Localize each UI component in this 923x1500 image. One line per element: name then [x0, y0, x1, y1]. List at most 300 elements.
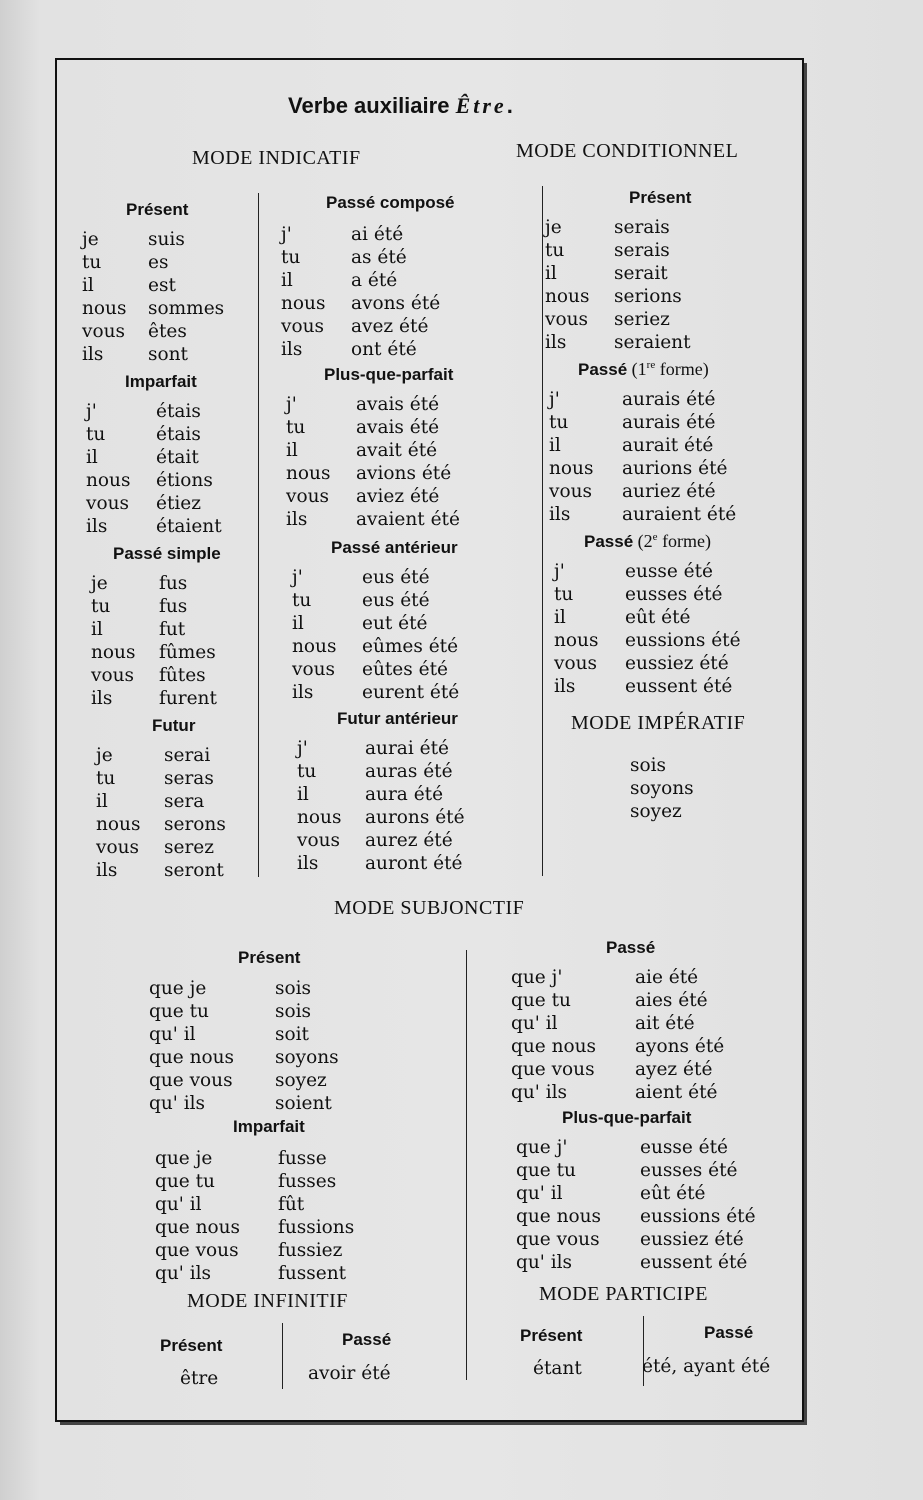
pronoun: que j' [511, 967, 563, 988]
pronoun: tu [545, 240, 565, 261]
pronoun: il [297, 784, 309, 805]
verb-form: eurent été [362, 682, 460, 703]
conjugation-row [91, 664, 217, 687]
conjugation-row [545, 216, 691, 239]
pronoun: ils [281, 339, 303, 360]
conjugation-row [292, 681, 459, 704]
indicatif-plus-que-parfait-conjugation [286, 393, 460, 531]
pronoun: qu' il [511, 1013, 558, 1034]
conjugation-row [281, 292, 440, 315]
verb-form: aurons été [365, 807, 465, 828]
verb-form: eusse été [640, 1137, 729, 1158]
conjugation-row [516, 1159, 756, 1182]
conjugation-row [516, 1228, 756, 1251]
pronoun: tu [297, 761, 317, 782]
infinitif-present-title: Présent [160, 1336, 223, 1355]
conjugation-row [516, 1136, 756, 1159]
subjonctif-plus-que-parfait-title-text: Plus-que-parfait [562, 1108, 692, 1127]
verb-form: avions été [356, 463, 452, 484]
pronoun: ils [82, 344, 104, 365]
conjugation-row [516, 1251, 756, 1274]
conditionnel-passe-2-conjugation [554, 560, 741, 698]
indicatif-plus-que-parfait-title-text: Plus-que-parfait [324, 365, 454, 384]
conjugation-row [545, 308, 691, 331]
verb-form: fusse [278, 1148, 327, 1169]
subjonctif-passe-title-text: Passé [606, 938, 656, 957]
participe-passe: été, ayant été [642, 1356, 771, 1377]
verb-form: serait [614, 263, 668, 284]
verb-form: fus [159, 596, 188, 617]
pronoun: nous [91, 642, 136, 663]
conjugation-row [292, 658, 459, 681]
pronoun: nous [286, 463, 331, 484]
pronoun: je [82, 229, 99, 250]
verb-form: seriez [614, 309, 670, 330]
pronoun: que nous [516, 1206, 602, 1227]
title-dot: . [506, 93, 513, 118]
conjugation-row [96, 836, 226, 859]
conjugation-row [91, 687, 217, 710]
pronoun: que vous [149, 1070, 233, 1091]
subjonctif-imparfait-title-text: Imparfait [233, 1117, 305, 1136]
conjugation-row [511, 989, 724, 1012]
subjonctif-present-title-text: Présent [238, 948, 301, 967]
conjugation-row [82, 297, 224, 320]
verb-form: aie été [635, 967, 699, 988]
pronoun: vous [286, 486, 329, 507]
verb-form: fussent [278, 1263, 347, 1284]
mode-subjonctif: MODE SUBJONCTIF [334, 897, 525, 919]
conjugation-row [96, 744, 226, 767]
conjugation-row [511, 1081, 724, 1104]
conjugation-row [516, 1205, 756, 1228]
subjonctif-present-conjugation [149, 977, 339, 1115]
conjugation-row [545, 285, 691, 308]
pronoun: vous [292, 659, 335, 680]
verb-form: eût été [640, 1183, 706, 1204]
pronoun: que je [149, 978, 207, 999]
conjugation-row [96, 813, 226, 836]
subjonctif-imparfait-title [233, 1117, 305, 1137]
pronoun: qu' ils [155, 1263, 212, 1284]
pronoun: il [549, 435, 561, 456]
conjugation-row [297, 737, 465, 760]
verb-form: auraient été [622, 504, 737, 525]
pronoun: j' [281, 224, 292, 245]
conjugation-row [96, 767, 226, 790]
conjugation-row [297, 760, 465, 783]
form-open: (2 [637, 531, 653, 551]
verb-form: sois [275, 978, 312, 999]
pronoun: que tu [149, 1001, 209, 1022]
indicatif-futur-anterieur-conjugation [297, 737, 465, 875]
verb-form: aurais été [622, 412, 716, 433]
verb-form: aurait été [622, 435, 714, 456]
form-sup: e [652, 531, 658, 543]
indicatif-present-conjugation [82, 228, 224, 366]
column-divider [466, 950, 467, 1380]
mode-infinitif: MODE INFINITIF [187, 1290, 348, 1312]
pronoun: j' [292, 567, 303, 588]
pronoun: il [82, 275, 94, 296]
participe-passe-title: Passé [704, 1323, 754, 1342]
pronoun: il [545, 263, 557, 284]
verb-form: ayez été [635, 1059, 713, 1080]
pronoun: ils [86, 516, 108, 537]
verb-form: eûtes été [362, 659, 448, 680]
verb-form: eûmes été [362, 636, 459, 657]
conjugation-row [286, 485, 460, 508]
verb-form: étais [156, 424, 201, 445]
verb-form: eusse été [625, 561, 714, 582]
pronoun: vous [96, 837, 139, 858]
verb-form: auriez été [622, 481, 716, 502]
pronoun: nous [281, 293, 326, 314]
verb-form: suis [148, 229, 185, 250]
pronoun: nous [545, 286, 590, 307]
conjugation-row [292, 612, 459, 635]
pronoun: que tu [511, 990, 571, 1011]
verb-form: soit [275, 1024, 309, 1045]
imperatif-forms [630, 754, 694, 823]
conjugation-row [91, 641, 217, 664]
verb-form: serais [614, 240, 670, 261]
pronoun: tu [86, 424, 106, 445]
participe-present-title: Présent [520, 1326, 583, 1345]
verb-form: eut été [362, 613, 428, 634]
conditionnel-present-conjugation [545, 216, 691, 354]
pronoun: je [96, 745, 113, 766]
pronoun: que je [155, 1148, 213, 1169]
pronoun: que j' [516, 1137, 568, 1158]
title-verb: Être [455, 93, 507, 118]
verb-form: auras été [365, 761, 453, 782]
verb-form: était [156, 447, 199, 468]
verb-form: fûmes [159, 642, 216, 663]
conjugation-row [281, 315, 440, 338]
pronoun: ils [545, 332, 567, 353]
conjugation-row [545, 262, 691, 285]
verb-form: eût été [625, 607, 691, 628]
conjugation-row [549, 411, 736, 434]
conjugation-row [155, 1262, 354, 1285]
verb-form: aies été [635, 990, 708, 1011]
pronoun: j' [286, 394, 297, 415]
conjugation-row [91, 572, 217, 595]
pronoun: nous [549, 458, 594, 479]
verb-form: eus été [362, 590, 430, 611]
verb-form: étais [156, 401, 201, 422]
verb-form: avais été [356, 394, 440, 415]
indicatif-passe-compose-conjugation [281, 223, 440, 361]
verb-form: ai été [351, 224, 404, 245]
verb-form: seraient [614, 332, 691, 353]
conjugation-row [281, 269, 440, 292]
pronoun: j' [549, 389, 560, 410]
pronoun: il [86, 447, 98, 468]
indicatif-passe-compose-title-text: Passé composé [326, 193, 455, 212]
verb-form: fusses [278, 1171, 337, 1192]
verb-form: fût [278, 1194, 305, 1215]
subjonctif-passe-conjugation [511, 966, 724, 1104]
mode-imperatif: MODE IMPÉRATIF [571, 712, 746, 734]
pronoun: tu [292, 590, 312, 611]
conjugation-row [155, 1170, 354, 1193]
pronoun: vous [297, 830, 340, 851]
conjugation-row [297, 783, 465, 806]
verb-form: ont été [351, 339, 417, 360]
conjugation-row [82, 320, 224, 343]
conjugation-row [149, 1046, 339, 1069]
indicatif-futur-title-text: Futur [152, 716, 196, 735]
infinitif-passe-title: Passé [342, 1330, 392, 1349]
verb-form: seront [164, 860, 224, 881]
subjonctif-present-title [238, 948, 300, 968]
pronoun: que nous [511, 1036, 597, 1057]
form-open: (1 [631, 359, 647, 379]
verb-form: furent [159, 688, 217, 709]
verb-form: ayons été [635, 1036, 725, 1057]
pronoun: j' [554, 561, 565, 582]
verb-form: aurai été [365, 738, 449, 759]
conditionnel-passe-2-title-text: Passé [584, 532, 634, 551]
conditionnel-present-title [629, 188, 691, 208]
pronoun: ils [91, 688, 113, 709]
verb-form: soient [275, 1093, 332, 1114]
indicatif-passe-anterieur-title-text: Passé antérieur [331, 538, 458, 557]
pronoun: vous [549, 481, 592, 502]
conditionnel-passe-1-form-label [627, 359, 709, 379]
conditionnel-passe-1-title [578, 359, 709, 380]
pronoun: il [292, 613, 304, 634]
conjugation-row [297, 829, 465, 852]
verb-form: étaient [156, 516, 222, 537]
conjugation-row [549, 503, 736, 526]
conjugation-row [297, 852, 465, 875]
indicatif-present-title [126, 200, 188, 220]
conjugation-row [286, 393, 460, 416]
pronoun: ils [554, 676, 576, 697]
pronoun: j' [86, 401, 97, 422]
conjugation-row [297, 806, 465, 829]
column-divider [258, 193, 259, 877]
pronoun: tu [82, 252, 102, 273]
pronoun: qu' il [516, 1183, 563, 1204]
conjugation-row [554, 560, 741, 583]
indicatif-plus-que-parfait-title [324, 365, 453, 385]
verb-form: aurions été [622, 458, 728, 479]
conjugation-row [511, 1012, 724, 1035]
verb-form: es [148, 252, 169, 273]
pronoun: qu' il [155, 1194, 202, 1215]
verb-form: eussent été [625, 676, 733, 697]
conjugation-row [511, 1035, 724, 1058]
pronoun: vous [554, 653, 597, 674]
conjugation-row [511, 1058, 724, 1081]
conjugation-row [554, 652, 741, 675]
conjugation-row [286, 439, 460, 462]
conjugation-row [96, 790, 226, 813]
conjugation-row [511, 966, 724, 989]
verb-form: aurez été [365, 830, 453, 851]
conjugation-row [155, 1193, 354, 1216]
conditionnel-present-title-text: Présent [629, 188, 692, 207]
pronoun: qu' il [149, 1024, 196, 1045]
pronoun: que tu [516, 1160, 576, 1181]
verb-form: eussiez été [625, 653, 729, 674]
conjugation-row [86, 446, 222, 469]
pronoun: ils [292, 682, 314, 703]
pronoun: tu [549, 412, 569, 433]
verb-form: fûtes [159, 665, 206, 686]
conjugation-row [292, 566, 459, 589]
pronoun: ils [286, 509, 308, 530]
verb-form: auront été [365, 853, 463, 874]
verb-form: eussions été [625, 630, 741, 651]
pronoun: nous [297, 807, 342, 828]
verb-form: eussiez été [640, 1229, 744, 1250]
verb-form: ait été [635, 1013, 695, 1034]
pronoun: que tu [155, 1171, 215, 1192]
verb-form: est [148, 275, 176, 296]
pronoun: ils [549, 504, 571, 525]
verb-form: a été [351, 270, 398, 291]
conditionnel-passe-1-title-text: Passé [578, 360, 628, 379]
pronoun: nous [96, 814, 141, 835]
pronoun: vous [82, 321, 125, 342]
title-text: Verbe auxiliaire [288, 93, 450, 118]
verb-form: eus été [362, 567, 430, 588]
conjugation-row [554, 629, 741, 652]
conjugation-row [149, 1023, 339, 1046]
conjugation-row [554, 606, 741, 629]
mode-conditionnel: MODE CONDITIONNEL [516, 140, 739, 162]
conditionnel-passe-2-form-label [633, 531, 711, 551]
verb-form: serions [614, 286, 682, 307]
subjonctif-plus-que-parfait-title [562, 1108, 691, 1128]
pronoun: il [554, 607, 566, 628]
verb-form: avais été [356, 417, 440, 438]
indicatif-present-title-text: Présent [126, 200, 189, 219]
indicatif-imparfait-conjugation [86, 400, 222, 538]
pronoun: que vous [155, 1240, 239, 1261]
pronoun: qu' ils [511, 1082, 568, 1103]
imperatif-form: soyons [630, 778, 694, 799]
conjugation-row [281, 338, 440, 361]
conditionnel-passe-1-conjugation [549, 388, 736, 526]
verb-form: eusses été [640, 1160, 738, 1181]
indicatif-passe-anterieur-conjugation [292, 566, 459, 704]
pronoun: nous [292, 636, 337, 657]
conditionnel-passe-2-title [584, 531, 711, 552]
indicatif-futur-anterieur-title-text: Futur antérieur [337, 709, 458, 728]
conjugation-row [281, 223, 440, 246]
conjugation-row [149, 977, 339, 1000]
verb-form: soyez [275, 1070, 327, 1091]
verb-form: aurais été [622, 389, 716, 410]
conjugation-row [554, 583, 741, 606]
conjugation-row [86, 400, 222, 423]
conjugation-row [545, 239, 691, 262]
conjugation-row [96, 859, 226, 882]
verb-form: serais [614, 217, 670, 238]
conjugation-row [549, 434, 736, 457]
conjugation-row [549, 388, 736, 411]
pronoun: vous [281, 316, 324, 337]
pronoun: ils [297, 853, 319, 874]
verb-form: avaient été [356, 509, 460, 530]
verb-form: serai [164, 745, 211, 766]
conjugation-row [286, 508, 460, 531]
form-close: forme) [659, 359, 709, 379]
conjugation-row [82, 343, 224, 366]
verb-form: avait été [356, 440, 438, 461]
verb-form: fut [159, 619, 186, 640]
form-close: forme) [662, 531, 712, 551]
column-divider [282, 1323, 283, 1389]
verb-form: aient été [635, 1082, 718, 1103]
verb-form: serez [164, 837, 214, 858]
conjugation-row [292, 635, 459, 658]
conjugation-row [149, 1092, 339, 1115]
conjugation-row [549, 457, 736, 480]
pronoun: qu' ils [149, 1093, 206, 1114]
pronoun: je [545, 217, 562, 238]
pronoun: il [286, 440, 298, 461]
pronoun: qu' ils [516, 1252, 573, 1273]
pronoun: tu [96, 768, 116, 789]
verb-form: avons été [351, 293, 441, 314]
indicatif-passe-simple-title [113, 544, 221, 564]
verb-form: serons [164, 814, 226, 835]
column-divider [542, 186, 543, 876]
pronoun: nous [554, 630, 599, 651]
conjugation-row [516, 1182, 756, 1205]
conjugation-row [86, 492, 222, 515]
indicatif-futur-anterieur-title [337, 709, 458, 729]
pronoun: tu [91, 596, 111, 617]
pronoun: j' [297, 738, 308, 759]
form-sup: re [646, 359, 656, 371]
pronoun: tu [281, 247, 301, 268]
pronoun: ils [96, 860, 118, 881]
pronoun: tu [554, 584, 574, 605]
verb-form: eussent été [640, 1252, 748, 1273]
conjugation-row [286, 462, 460, 485]
imperatif-form: soyez [630, 801, 682, 822]
imperatif-form: sois [630, 755, 667, 776]
indicatif-passe-anterieur-title [331, 538, 458, 558]
indicatif-imparfait-title [125, 372, 197, 392]
indicatif-futur-conjugation [96, 744, 226, 882]
pronoun: vous [86, 493, 129, 514]
indicatif-passe-compose-title [326, 193, 455, 213]
conjugation-row [149, 1000, 339, 1023]
pronoun: nous [82, 298, 127, 319]
verb-form: étions [156, 470, 213, 491]
conjugation-row [155, 1216, 354, 1239]
infinitif-present: être [180, 1368, 219, 1389]
pronoun: nous [86, 470, 131, 491]
conjugation-row [149, 1069, 339, 1092]
infinitif-passe: avoir été [308, 1363, 391, 1384]
indicatif-futur-title [152, 716, 195, 736]
conjugation-row [549, 480, 736, 503]
pronoun: il [96, 791, 108, 812]
pronoun: il [91, 619, 103, 640]
verb-form: sois [275, 1001, 312, 1022]
pronoun: tu [286, 417, 306, 438]
